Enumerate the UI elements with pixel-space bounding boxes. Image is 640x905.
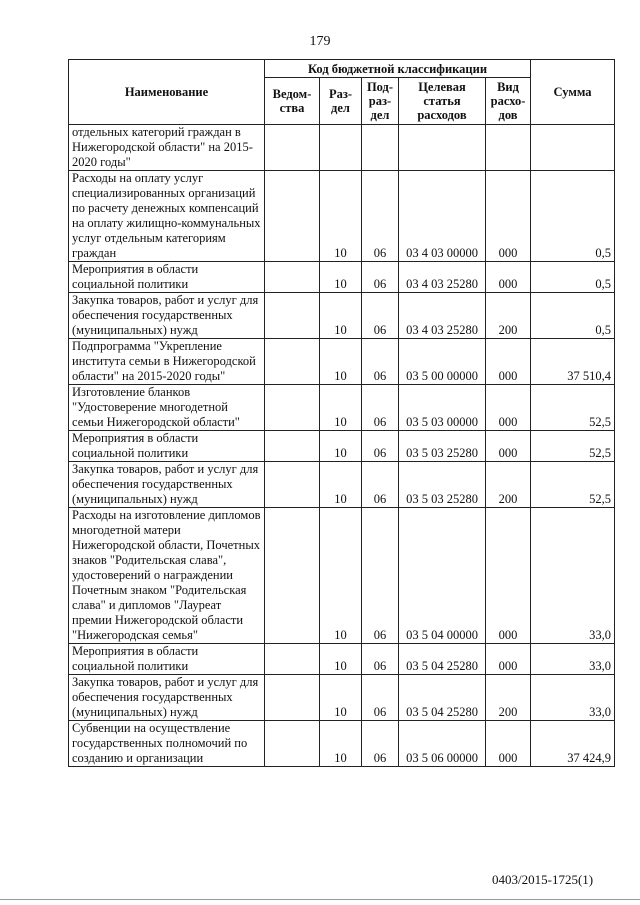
cell-expense-type: 000: [486, 339, 531, 385]
cell-razdel: 10: [320, 644, 362, 675]
cell-name: Закупка товаров, работ и услуг для обеспечения государственных (муниципальных) нужд: [69, 462, 265, 508]
cell-vedomstvo: [265, 125, 320, 171]
cell-target-article: 03 5 06 00000: [399, 721, 486, 767]
cell-target-article: 03 5 04 00000: [399, 508, 486, 644]
cell-podrazdel: 06: [362, 721, 399, 767]
footer-document-code: 0403/2015-1725(1): [492, 872, 594, 887]
cell-expense-type: 200: [486, 293, 531, 339]
cell-target-article: 03 4 03 25280: [399, 293, 486, 339]
cell-target-article: 03 4 03 00000: [399, 171, 486, 262]
cell-expense-type: 000: [486, 644, 531, 675]
cell-target-article: 03 5 04 25280: [399, 675, 486, 721]
header-razdel: Раз-дел: [320, 78, 362, 125]
cell-expense-type: 200: [486, 462, 531, 508]
cell-podrazdel: 06: [362, 339, 399, 385]
cell-sum: 33,0: [531, 675, 615, 721]
cell-podrazdel: 06: [362, 644, 399, 675]
cell-podrazdel: 06: [362, 171, 399, 262]
header-classification-group: Код бюджетной классификации: [265, 60, 531, 78]
table-row: [69, 385, 615, 431]
cell-target-article: 03 5 03 25280: [399, 462, 486, 508]
cell-name: Субвенции на осуществление государственных полномочий по созданию и организации: [69, 721, 265, 767]
cell-vedomstvo: [265, 431, 320, 462]
table-row: [69, 462, 615, 508]
cell-expense-type: [486, 125, 531, 171]
cell-vedomstvo: [265, 462, 320, 508]
cell-razdel: 10: [320, 171, 362, 262]
cell-target-article: 03 4 03 25280: [399, 262, 486, 293]
cell-sum: [531, 125, 615, 171]
cell-sum: 52,5: [531, 385, 615, 431]
header-name: Наименование: [69, 60, 265, 125]
cell-target-article: [399, 125, 486, 171]
cell-sum: 0,5: [531, 262, 615, 293]
cell-vedomstvo: [265, 293, 320, 339]
cell-target-article: 03 5 00 00000: [399, 339, 486, 385]
cell-podrazdel: 06: [362, 675, 399, 721]
cell-sum: 37 510,4: [531, 339, 615, 385]
cell-sum: 33,0: [531, 644, 615, 675]
header-podrazdel: Под-раз-дел: [362, 78, 399, 125]
header-expense-type: Вид расхо-дов: [486, 78, 531, 125]
header-vedomstvo: Ведом-ства: [265, 78, 320, 125]
table-row: [69, 125, 615, 171]
cell-vedomstvo: [265, 508, 320, 644]
cell-razdel: [320, 125, 362, 171]
cell-razdel: 10: [320, 462, 362, 508]
cell-name: отдельных категорий граждан в Нижегородской области" на 2015-2020 годы": [69, 125, 265, 171]
table-row: [69, 675, 615, 721]
cell-expense-type: 000: [486, 262, 531, 293]
cell-vedomstvo: [265, 171, 320, 262]
cell-name: Изготовление бланков "Удостоверение многодетной семьи Нижегородской области": [69, 385, 265, 431]
cell-vedomstvo: [265, 385, 320, 431]
cell-razdel: 10: [320, 721, 362, 767]
cell-sum: 0,5: [531, 293, 615, 339]
scan-edge-line: [0, 899, 640, 900]
table-body: [69, 125, 615, 767]
table-row: [69, 171, 615, 262]
table-row: [69, 262, 615, 293]
budget-table: [68, 59, 615, 767]
page-number: 179: [309, 34, 331, 49]
cell-vedomstvo: [265, 339, 320, 385]
cell-podrazdel: [362, 125, 399, 171]
header-sum: Сумма: [531, 60, 615, 125]
cell-name: Мероприятия в области социальной политики: [69, 644, 265, 675]
cell-vedomstvo: [265, 262, 320, 293]
cell-podrazdel: 06: [362, 462, 399, 508]
cell-sum: 37 424,9: [531, 721, 615, 767]
cell-podrazdel: 06: [362, 385, 399, 431]
table-row: [69, 431, 615, 462]
cell-target-article: 03 5 04 25280: [399, 644, 486, 675]
cell-expense-type: 000: [486, 171, 531, 262]
cell-sum: 0,5: [531, 171, 615, 262]
cell-expense-type: 000: [486, 721, 531, 767]
cell-razdel: 10: [320, 293, 362, 339]
cell-target-article: 03 5 03 25280: [399, 431, 486, 462]
cell-razdel: 10: [320, 675, 362, 721]
table-row: [69, 721, 615, 767]
cell-name: Закупка товаров, работ и услуг для обеспечения государственных (муниципальных) нужд: [69, 675, 265, 721]
cell-razdel: 10: [320, 508, 362, 644]
cell-razdel: 10: [320, 431, 362, 462]
cell-name: Подпрограмма "Укрепление института семьи в Нижегородской области" на 2015-2020 годы": [69, 339, 265, 385]
cell-expense-type: 000: [486, 508, 531, 644]
table-row: [69, 293, 615, 339]
cell-vedomstvo: [265, 721, 320, 767]
cell-podrazdel: 06: [362, 431, 399, 462]
cell-podrazdel: 06: [362, 262, 399, 293]
cell-expense-type: 000: [486, 385, 531, 431]
cell-vedomstvo: [265, 644, 320, 675]
cell-sum: 52,5: [531, 462, 615, 508]
cell-name: Мероприятия в области социальной политики: [69, 262, 265, 293]
cell-target-article: 03 5 03 00000: [399, 385, 486, 431]
cell-razdel: 10: [320, 385, 362, 431]
cell-name: Расходы на изготовление дипломов многодетной матери Нижегородской области, Почетных знаков "Родительская слава", удостоверений о награждении Почетным знаком "Родительская слава" и дипломов "Лауреат премии Нижегородской области "Нижегородская семья": [69, 508, 265, 644]
cell-vedomstvo: [265, 675, 320, 721]
cell-razdel: 10: [320, 262, 362, 293]
table-row: [69, 644, 615, 675]
cell-name: Мероприятия в области социальной политики: [69, 431, 265, 462]
cell-razdel: 10: [320, 339, 362, 385]
table-row: [69, 508, 615, 644]
cell-podrazdel: 06: [362, 508, 399, 644]
cell-name: Закупка товаров, работ и услуг для обеспечения государственных (муниципальных) нужд: [69, 293, 265, 339]
cell-expense-type: 000: [486, 431, 531, 462]
cell-expense-type: 200: [486, 675, 531, 721]
cell-sum: 52,5: [531, 431, 615, 462]
cell-name: Расходы на оплату услуг специализированных организаций по расчету денежных компенсаций на оплату жилищно-коммунальных услуг отдельным категориям граждан: [69, 171, 265, 262]
cell-sum: 33,0: [531, 508, 615, 644]
table-row: [69, 339, 615, 385]
cell-podrazdel: 06: [362, 293, 399, 339]
header-target-article: Целевая статья расходов: [399, 78, 486, 125]
